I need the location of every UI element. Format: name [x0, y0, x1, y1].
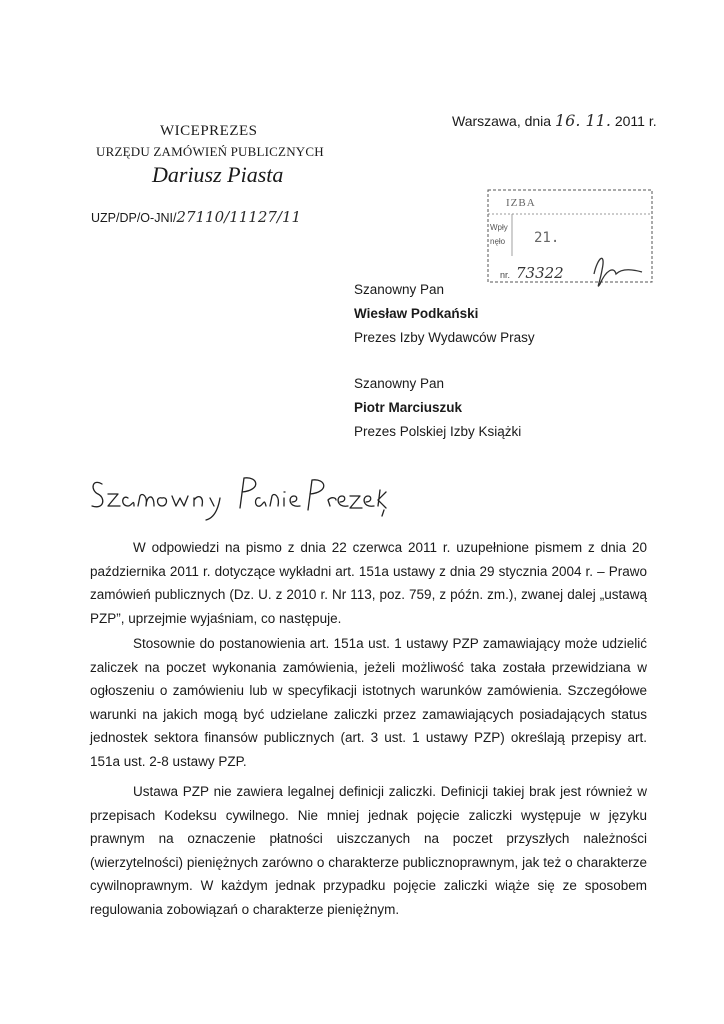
body-paragraph-2: Stosownie do postanowienia art. 151a ust. 1 ustawy PZP zamawiający może udzielić zaliczek na poczet wykonania zamówienia, jeżeli możliwość taka została przewidziana w ogłoszeniu o zamówieniu lub w specyfikacji istotnych warunków zamówienia. Szczegółowe warunki na jakich mogą być udzielane zaliczki przez zamawiających posiadających status jednostek sektora finansów publicznych (art. 3 ust. 1 ustawy PZP) określają przepisy art. 151a ust. 2-8 ustawy PZP. — [90, 636, 647, 769]
reference-prefix: UZP/DP/O-JNI/ — [91, 211, 177, 225]
handwritten-date: 16. 11. — [554, 111, 611, 130]
sender-name: Dariusz Piasta — [152, 162, 284, 187]
recipient-2-position: Prezes Polskiej Izby Książki — [354, 424, 522, 439]
recipient-2-name: Piotr Marciuszuk — [354, 400, 463, 415]
stamp-number: 73322 — [516, 264, 564, 282]
stamp-date: 21. — [534, 230, 560, 246]
recipient-2-salutation: Szanowny Pan — [354, 376, 445, 391]
year-suffix: 2011 r. — [614, 113, 657, 129]
stamp-heading: IZBA — [506, 197, 536, 209]
stamp-number-prefix: nr. — [500, 270, 511, 280]
sender-office: URZĘDU ZAMÓWIEŃ PUBLICZNYCH — [96, 144, 324, 159]
recipient-1-salutation: Szanowny Pan — [354, 282, 445, 297]
body-paragraph-3: Ustawa PZP nie zawiera legalnej definicji zaliczki. Definicji takiej brak jest również w przepisach Kodeksu cywilnego. Nie mniej jednak pojęcie zaliczki występuje w języku prawnym na oznaczenie płatności uiszczanych na poczet przyszłych należności (wierzytelności) pieniężnych zarówno o charakterze publicznoprawnym, jak też o charakterze cywilnoprawnym. W każdym jednak przypadku pojęcie zaliczki wiąże się ze sposobem regulowania zobowiązań o charakterze pieniężnym. — [90, 784, 647, 917]
recipient-1-name: Wiesław Podkański — [354, 306, 479, 321]
handwritten-salutation — [88, 470, 388, 522]
place-date — [452, 111, 657, 130]
body-paragraph-1: W odpowiedzi na pismo z dnia 22 czerwca 2011 r. uzupełnione pismem z dnia 20 października 2011 r. dotyczące wykładni art. 151a ustawy z dnia 29 stycznia 2004 r. – Prawo zamówień publicznych (Dz. U. z 2010 r. Nr 113, poz. 759, z późn. zm.), zwanej dalej „ustawą PZP”, uprzejmie wyjaśniam, co następuje. — [90, 540, 647, 626]
stamp-row2-label: nęło — [490, 237, 506, 246]
recipient-1-position: Prezes Izby Wydawców Prasy — [354, 330, 535, 345]
sender-title: WICEPREZES — [160, 123, 258, 139]
reference-number — [91, 208, 301, 226]
reference-handwritten: 27110/11127/11 — [176, 208, 302, 226]
stamp-row1-label: Wpły — [490, 223, 508, 232]
place-date-prefix: Warszawa, dnia — [452, 113, 552, 129]
registry-stamp — [482, 186, 654, 290]
